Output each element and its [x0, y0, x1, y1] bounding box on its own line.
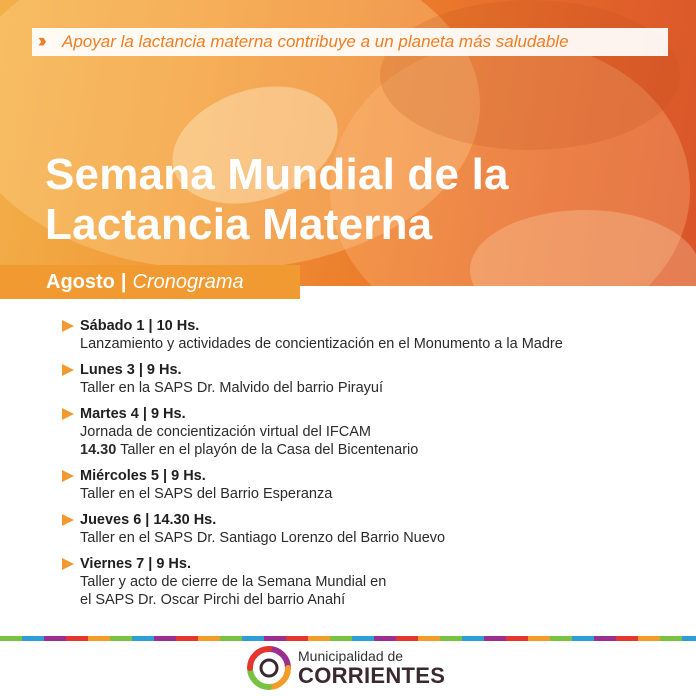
- schedule-item-jueves: [62, 511, 682, 547]
- logo-wordmark: [298, 648, 445, 688]
- schedule-description: el SAPS Dr. Oscar Pirchi del barrio Anahí: [80, 592, 346, 608]
- month-separator: |: [120, 270, 127, 293]
- schedule-heading: Viernes 7 | 9 Hs.: [80, 556, 191, 572]
- schedule-item-martes: [62, 405, 682, 459]
- schedule-item-lunes: [62, 361, 682, 397]
- double-chevron-icon: ››: [38, 31, 43, 52]
- logo-line-2: CORRIENTES: [298, 663, 446, 688]
- schedule-description: Taller en la SAPS Dr. Malvido del barrio Pirayuí: [80, 380, 384, 396]
- schedule-description: Taller en el SAPS del Barrio Esperanza: [80, 486, 333, 502]
- schedule-item-miercoles: [62, 467, 682, 503]
- triangle-bullet-icon: [62, 408, 74, 420]
- schedule-list: [62, 317, 682, 617]
- municipality-logo: [246, 645, 445, 691]
- month-label: Agosto: [46, 270, 115, 293]
- schedule-description: Jornada de concientización virtual del IFCAM: [80, 424, 371, 440]
- schedule-heading: Lunes 3 | 9 Hs.: [80, 362, 182, 378]
- title-line-1: Semana Mundial de la: [45, 150, 509, 199]
- logo-line-1: Municipalidad de: [298, 648, 404, 664]
- schedule-heading: Jueves 6 | 14.30 Hs.: [80, 512, 217, 528]
- schedule-description: Lanzamiento y actividades de concientización en el Monumento a la Madre: [80, 336, 563, 352]
- tagline-banner: [32, 28, 668, 56]
- schedule-item-viernes: [62, 555, 682, 609]
- triangle-bullet-icon: [62, 364, 74, 376]
- hero-banner: [0, 0, 696, 286]
- triangle-bullet-icon: [62, 514, 74, 526]
- schedule-label: Cronograma: [132, 270, 244, 293]
- triangle-bullet-icon: [62, 558, 74, 570]
- schedule-description: Taller y acto de cierre de la Semana Mundial en: [80, 574, 387, 590]
- schedule-extra-line: [80, 441, 682, 459]
- schedule-extra-time: 14.30: [80, 442, 117, 458]
- triangle-bullet-icon: [62, 470, 74, 482]
- triangle-bullet-icon: [62, 320, 74, 332]
- color-stripe-divider: [0, 636, 696, 641]
- schedule-item-sabado: [62, 317, 682, 353]
- schedule-description: Taller en el SAPS Dr. Santiago Lorenzo del Barrio Nuevo: [80, 530, 446, 546]
- corrientes-ring-logo-icon: [246, 645, 292, 691]
- page-title: [45, 150, 509, 250]
- month-bar: [0, 265, 300, 299]
- photo-shape: [380, 0, 680, 150]
- title-line-2: Lactancia Materna: [45, 200, 433, 249]
- schedule-heading: Miércoles 5 | 9 Hs.: [80, 468, 206, 484]
- schedule-heading: Sábado 1 | 10 Hs.: [80, 318, 200, 334]
- tagline-text: Apoyar la lactancia materna contribuye a un planeta más saludable: [62, 32, 569, 51]
- schedule-heading: Martes 4 | 9 Hs.: [80, 406, 186, 422]
- schedule-extra-text: Taller en el playón de la Casa del Bicentenario: [116, 442, 419, 458]
